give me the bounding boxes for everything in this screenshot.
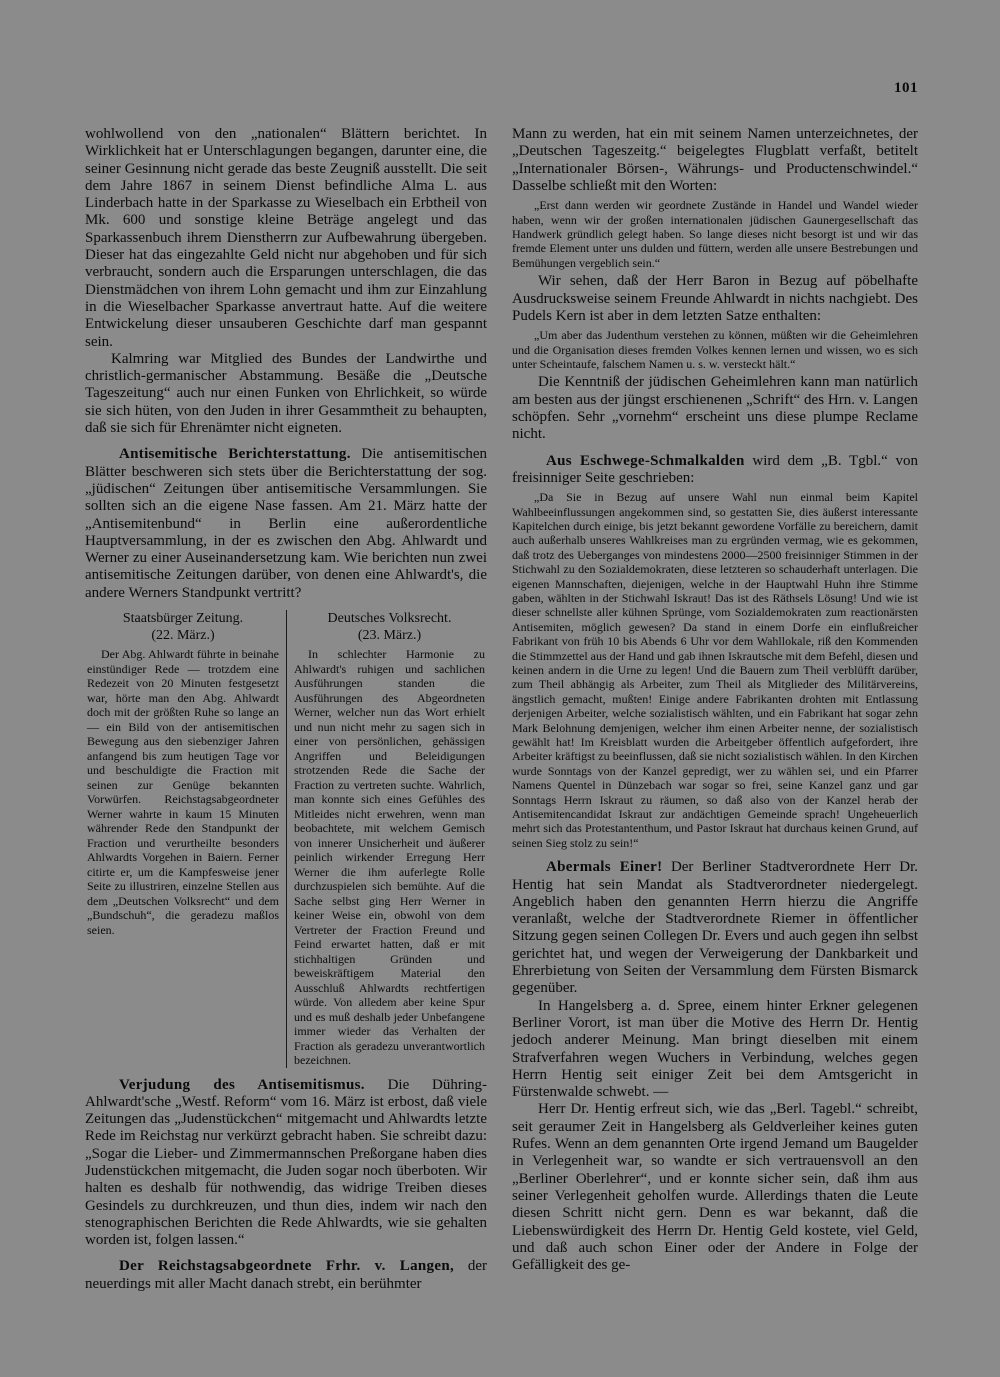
article-paragraph: Wir sehen, daß der Herr Baron in Bezug auf pöbelhafte Ausdrucksweise seinem Freunde Ahlwardt in nichts nachgiebt. Des Pudels Kern ist aber in dem letzten Satze enthalten: — [512, 273, 918, 324]
comparison-text: In schlechter Harmonie zu Ahlwardt's ruhigen und sachlichen Ausführungen standen die Ausführungen des Abgeordneten Werner, welcher nun das Wort erhielt und nun nicht mehr zu sagen sich in einer von persönlichen, gehässigen Angriffen und Beleidigungen strotzenden Rede die Sache der Fraction zu vertreten suchte. Wahrlich, man konnte sich eines Gefühles des Mitleides nicht erwehren, wenn man beobachtete, mit welchem Gemisch von innerer Unsicherheit und äußerer peinlich wirkender Erregung Herr Werner die ihm auferlegte Rolle durchzuspielen sich bemühte. Auf die Sache selbst ging Herr Werner in keiner Weise ein, obwohl von dem Vertreter der Fraction Freund und Feind erwartet hatten, daß er mit stichhaltigen Gründen und beweiskräftigem Material den Ausschluß Ahlwardts rechtfertigen würde. Von alledem aber keine Spur und es muß deshalb jeder Unbefangene immer wieder das Verhalten der Fraction als geradezu unverantwortlich bezeichnen. — [294, 647, 485, 1068]
newspaper-comparison — [85, 610, 487, 1068]
article-abermals-einer — [512, 859, 918, 997]
article-paragraph: Die Kenntniß der jüdischen Geheimlehren kann man natürlich am besten aus der jüngst erschienenen „Schrift“ des Hrn. v. Langen schöpfen. Sehr „vornehm“ erscheint uns diese plumpe Reclame nicht. — [512, 374, 918, 443]
right-column — [512, 126, 918, 1274]
article-text: der neuerdings mit aller Macht danach strebt, ein berühmter — [85, 1258, 488, 1292]
article-text: Die Dühring-Ahlwardt'sche „Westf. Reform“ vom 16. März ist erbost, daß viele Zeitungen das „Judenstückchen“ mitgemacht und Ahlwardts letzte Rede im Reichstag nur verkürzt gebracht haben. Sie schreibt dazu: „Sogar die Lieber- und Zimmermannschen Preßorgane haben dies Judenstückchen mitgemacht, die Juden sogar noch überboten. Wir halten es deshalb für nothwendig, das widrige Treiben dieses Gesindels zu durchkreuzen, und thun dies, indem wir nach den stenographischen Berichten die Rede Ahlwardts, wie sie gehalten worden ist, folgen lassen.“ — [85, 1076, 488, 1249]
comparison-deutsches-volksrecht — [286, 610, 487, 1068]
article-antisemitic-reporting — [85, 446, 487, 602]
comparison-title: Staatsbürger Zeitung. — [122, 611, 244, 627]
article-verjudung — [85, 1077, 487, 1250]
block-quote: „Erst dann werden wir geordnete Zustände in Handel und Wandel wieder haben, wenn wir der großen internationalen jüdischen Gaunergesellschaft das Handwerk gründlich gelegt haben. So lange dieses nicht besorgt ist und wir das fremde Element unter uns dulden und füttern, werden alle unsere Bestrebungen und Bemühungen vergeblich sein.“ — [512, 198, 918, 270]
block-quote: „Um aber das Judenthum verstehen zu können, müßten wir die Geheimlehren und die Organisation dieses fremden Volkes kennen lernen und wissen, wo es sich unter Scheintaufe, falschem Namen u. s. w. versteckt hält.“ — [512, 328, 918, 371]
article-paragraph-hangelsberg: In Hangelsberg a. d. Spree, einem hinter Erkner gelegenen Berliner Vorort, ist man über die Motive des Herrn Dr. Hentig jedoch anderer Meinung. Man bringt dieselben mit einem Strafverfahren wegen Wuchers in Verbindung, welches gegen Herrn Hentig seit einiger Zeit bei dem Amtsgericht in Fürstenwalde schwebt. — — [512, 997, 918, 1101]
block-quote: „Da Sie in Bezug auf unsere Wahl nun einmal beim Kapitel Wahlbeeinflussungen angekommen sind, so gestatten Sie, dies äußerst interessante Kapitelchen durch einige, bis jetzt bekannt gewordene Vorfälle zu bereichern, damit auch außerhalb unseres Wahlkreises man zu ergründen vermag, wie es gekommen, daß trotz des Ueberganges von mindestens 2000—2500 freisinniger Stimmen in der Stichwahl zu den Sozialdemokraten, diese letzteren so schauderhaft unterlagen. Die eigenen Mannschaften, diejenigen, welche in der Hauptwahl Huhn ihre Stimme gaben, wählten in der Stichwahl Iskraut! Das ist des Räthsels Lösung! Und wie ist dieser schnellste aller kühnen Sprünge, vom Sozialdemokraten zum reactionärsten Antisemiten, möglich gewesen? Da stand in einem Dorfe ein einflußreicher Fabrikant von früh 10 bis Abends 6 Uhr vor dem Wahllokale, riß den Kommenden die Stimmzettel aus der Hand und gab ihnen Iskrautsche mit dem Befehl, diesen und keinen andern in die Urne zu legen! Und die Bauern zum Theil verblüfft darüber, zum Theil abhängig als Arbeiter, zum Theil als Mitglieder des Militärvereins, ängstlich gemacht, mußten! Einige andere Fabrikanten drohten mit Entlassung derjenigen Arbeiter, welche sozialistisch wählten, und ein Fabrikant hat sogar zehn Mark Belohnung demjenigen, welcher ihm einen Arbeiter nenne, der sozialistisch gewählt hat! Im Kreisblatt wurden die Arbeitgeber öffentlich aufgefordert, ihre Arbeiter kräftigst zu beeinflussen, daß sie nicht sozialistisch wählen. In den Kirchen wurde Sonntags von der Kanzel gepredigt, wer zu wählen sei, und ein Pfarrer Namens Quentel in Dünzebach war sogar so frei, seine Kanzel ganz und gar Sonntags Herrn Iskraut zu räumen, so daß also von der Kanzel herab der Antisemitencandidat Iskraut zur andächtigen Gemeinde sprach! Ungeheuerlich mehrt sich das Protestantenthum, und Pastor Iskraut hat durchaus keinen Grund, auf seinen Sieg stolz zu sein!“ — [512, 490, 918, 850]
comparison-staatsbuerger-zeitung — [85, 610, 286, 1068]
comparison-date: (22. März.) — [151, 628, 215, 644]
article-continuation: Mann zu werden, hat ein mit seinem Namen unterzeichnetes, der „Deutschen Tageszeitg.“ beigelegtes Flugblatt verfaßt, betitelt „Internationaler Börsen-, Währungs- und Productenschwindel.“ Dasselbe schließt mit den Worten: — [512, 126, 918, 194]
article-heading: Abermals Einer! — [546, 859, 663, 876]
article-heading: Der Reichstagsabgeordnete Frhr. v. Langen, — [119, 1258, 455, 1275]
article-text: Der Berliner Stadtverordnete Herr Dr. Hentig hat sein Mandat als Stadtverordneter niedergelegt. Angeblich haben den genannten Herrn hierzu die Angriffe veranlaßt, welche der Stadtverordnete Riemer in öffentlicher Sitzung gegen seinen Collegen Dr. Evers und auch gegen ihn selbst gerichtet hat, und wegen der Verweigerung der Dankbarkeit und Ehrerbietung von Seiten der Versammlung dem Fürsten Bismarck gegenüber. — [512, 859, 918, 997]
article-text: wird dem „B. Tgbl.“ von freisinniger Seite geschrieben: — [512, 452, 919, 486]
article-heading: Verjudung des Antisemitismus. — [119, 1076, 365, 1093]
article-text: Die antisemitischen Blätter beschweren sich stets über die Berichterstattung der sog. „jüdischen“ Zeitungen über antisemitische Versammlungen. Sie sollten sich an die eigene Nase fassen. Am 21. März hatte der „Antisemitenbund“ in Berlin eine außerordentliche Hauptversammlung, in der es zwischen den Abg. Ahlwardt und Werner zu einer Auseinandersetzung kam. Wie berichten nun zwei antisemitische Zeitungen darüber, von denen eine Ahlwardt's, die andere Werners Standpunkt vertritt? — [85, 446, 487, 601]
article-heading: Aus Eschwege-Schmalkalden — [546, 452, 745, 469]
left-column — [85, 126, 487, 1293]
comparison-text: Der Abg. Ahlwardt führte in beinahe einstündiger Rede — trotzdem eine Redezeit von 20 Minuten festgesetzt war, hörte man den Abg. Ahlwardt doch mit der größten Ruhe so lange an — ein Bild von der antisemitischen Bewegung aus den siebenziger Jahren anfangend bis zum heutigen Tage vor und beschuldigte die Fraction mit seinen zur Genüge bekannten Vorwürfen. Reichstagsabgeordneter Werner wahrte in kaum 15 Minuten währender Rede den Standpunkt der Fraction und verurtheilte besonders Ahlwardts Vorgehen in Baiern. Ferner citirte er, um die Kampfesweise jener Seite zu illustriren, einzelne Stellen aus dem „Deutschen Volksrecht“ und dem „Bundschuh“, die geradezu maßlos seien. — [87, 647, 279, 937]
comparison-title: Deutsches Volksrecht. — [327, 611, 452, 627]
article-paragraph-hentig: Herr Dr. Hentig erfreut sich, wie das „Berl. Tagebl.“ schreibt, seit geraumer Zeit in Hangelsberg als Geldverleiher keines guten Rufes. Wenn an dem genannten Orte irgend Jemand um Baugelder in Verlegenheit war, so wandte er sich vertrauensvoll an den „Berliner Oberlehrer“, und er konnte sicher sein, daß ihm aus seiner Verlegenheit geholfen wurde. Allerdings thaten die Leute diesen Schritt nicht gern. Denn es war bekannt, daß die Liebenswürdigkeit des Herrn Dr. Hentig Geld kostete, viel Geld, und daß auch schon Einer oder der Andere in Folge der Gefälligkeit des ge- — [512, 1101, 918, 1274]
comparison-date: (23. März.) — [357, 628, 422, 644]
article-heading: Antisemitische Berichterstattung. — [119, 446, 351, 463]
article-paragraph-kalmring: Kalmring war Mitglied des Bundes der Landwirthe und christlich-germanischer Abstammung. Besäße die „Deutsche Tageszeitung“ auch nur einen Funken von Ehrlichkeit, so würde sie sich hüten, von den Juden in ihrer Gesammtheit zu behaupten, daß sie sich für Ehrenämter nicht eigneten. — [85, 350, 487, 437]
article-eschwege-schmalkalden — [512, 453, 918, 488]
article-langen — [85, 1258, 487, 1293]
page-number: 101 — [894, 80, 918, 96]
article-continuation: wohlwollend von den „nationalen“ Blättern berichtet. In Wirklichkeit hat er Unterschlagungen begangen, darunter eine, die seiner Gesinnung nicht gerade das beste Zeugniß ausstellt. Die seit dem Jahre 1867 in seinem Dienst befindliche Alma L. aus Linderbach hatte in der Sparkasse zu Wieselbach ein Erbtheil von Mk. 600 und sonstige kleine Beträge angelegt und das Sparkassenbuch ihrem Dienstherrn zur Aufbewahrung übergeben. Dieser hat das eingezahlte Geld nicht nur abgehoben und für sich verbraucht, sondern auch die Ersparungen unterschlagen, die das Dienstmädchen von ihrem Lohn gemacht und ihm zur Einzahlung in die Wieselbacher Sparkasse anvertraut hatte. Auf die weitere Entwickelung dieser unsauberen Geschichte darf man gespannt sein. — [85, 126, 487, 350]
